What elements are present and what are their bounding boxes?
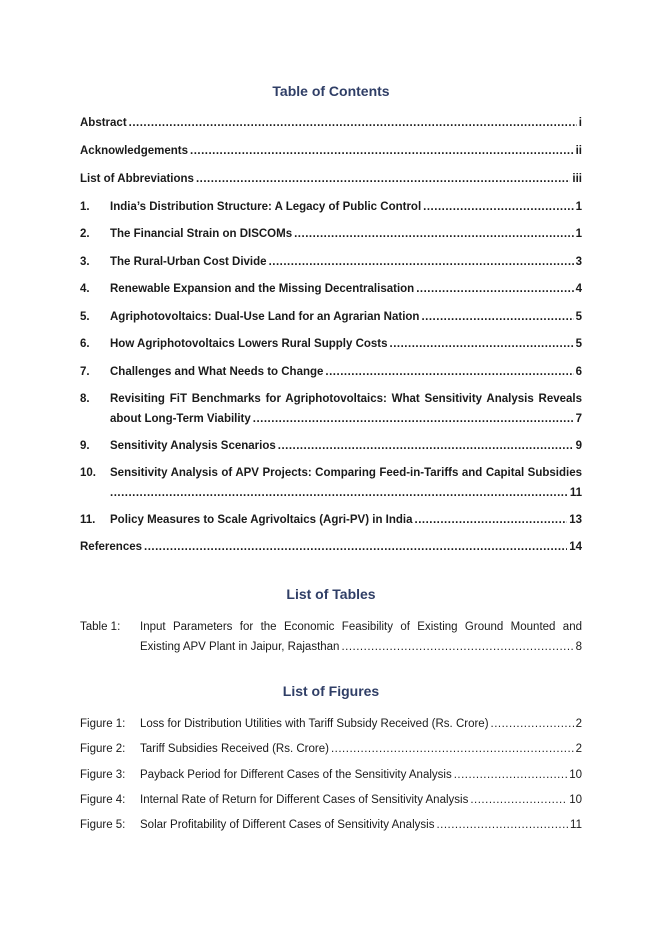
- toc-entry-page: 5: [575, 338, 582, 350]
- figure-entry-label: Figure 3:: [80, 769, 126, 781]
- figure-entry-2[interactable]: [80, 739, 582, 759]
- figure-entry-3[interactable]: [80, 765, 582, 785]
- toc-entry-number: 11.: [80, 514, 96, 526]
- toc-entry-page: 13: [569, 514, 582, 526]
- toc-entry-number: 6.: [80, 338, 90, 350]
- figure-entry-5[interactable]: [80, 815, 582, 835]
- table-entry-line2: Existing APV Plant in Jaipur, Rajasthan: [140, 641, 340, 653]
- figure-entry-title: Solar Profitability of Different Cases of Sensitivity Analysis: [140, 819, 435, 831]
- toc-entry-number: 5.: [80, 311, 90, 323]
- toc-entry-page: 9: [575, 440, 582, 452]
- toc-entry-abstract[interactable]: [80, 113, 582, 133]
- toc-entry-number: 1.: [80, 201, 90, 213]
- toc-entry-title: Sensitivity Analysis Scenarios: [110, 440, 276, 452]
- toc-entry-page: 3: [575, 256, 582, 268]
- figure-entry-page: 2: [575, 718, 582, 730]
- table-entry-1[interactable]: [80, 617, 582, 657]
- toc-entry-abbreviations[interactable]: [80, 169, 582, 189]
- toc-entry-page: 1: [575, 201, 582, 213]
- toc-entry-title: References: [80, 541, 143, 553]
- toc-entry-number: 3.: [80, 256, 90, 268]
- toc-entry-title: How Agriphotovoltaics Lowers Rural Supply Costs: [110, 338, 388, 350]
- toc-entry-title: The Rural-Urban Cost Divide: [110, 256, 267, 268]
- toc-entry-title: India’s Distribution Structure: A Legacy of Public Control: [110, 201, 422, 213]
- toc-entry-title: Acknowledgements: [80, 145, 188, 157]
- toc-entry-number: 8.: [80, 393, 90, 405]
- figure-entry-label: Figure 5:: [80, 819, 126, 831]
- toc-entry-10[interactable]: [80, 463, 582, 503]
- toc-entry-page: iii: [572, 173, 582, 185]
- toc-entry-page: 4: [575, 283, 582, 295]
- figure-entry-1[interactable]: [80, 714, 582, 734]
- figures-heading: List of Figures: [282, 683, 380, 699]
- table-entry-line1: Input Parameters for the Economic Feasibility of Existing Ground Mounted and: [140, 621, 582, 633]
- toc-entry-title-line1: Revisiting FiT Benchmarks for Agriphotovoltaics: What Sensitivity Analysis Reveals: [110, 393, 582, 405]
- toc-entry-9[interactable]: [80, 436, 582, 456]
- toc-entry-title: The Financial Strain on DISCOMs: [110, 228, 293, 240]
- toc-heading: Table of Contents: [272, 83, 390, 99]
- figure-entry-page: 2: [575, 743, 582, 755]
- toc-entry-6[interactable]: [80, 334, 582, 354]
- toc-entry-title: Policy Measures to Scale Agrivoltaics (Agri-PV) in India: [110, 514, 413, 526]
- toc-entry-page: 14: [569, 541, 582, 553]
- toc-entry-number: 7.: [80, 366, 90, 378]
- toc-entry-number: 10.: [80, 467, 96, 479]
- figure-entry-label: Figure 1:: [80, 718, 126, 730]
- toc-entry-references[interactable]: [80, 537, 582, 557]
- toc-entry-title: Agriphotovoltaics: Dual-Use Land for an Agrarian Nation: [110, 311, 420, 323]
- figure-entry-title: Internal Rate of Return for Different Cases of Sensitivity Analysis: [140, 794, 469, 806]
- toc-entry-3[interactable]: [80, 252, 582, 272]
- toc-entry-page: i: [578, 117, 582, 129]
- toc-entry-page: 5: [575, 311, 582, 323]
- toc-entry-5[interactable]: [80, 307, 582, 327]
- figure-entry-4[interactable]: [80, 790, 582, 810]
- figure-entry-page: 10: [569, 769, 582, 781]
- toc-entry-4[interactable]: [80, 279, 582, 299]
- figure-entry-page: 11: [570, 819, 582, 831]
- toc-entry-title-line1: Sensitivity Analysis of APV Projects: Comparing Feed-in-Tariffs and Capital Subsidies: [110, 467, 582, 479]
- toc-entry-number: 2.: [80, 228, 90, 240]
- toc-entry-2[interactable]: [80, 224, 582, 244]
- toc-entry-number: 4.: [80, 283, 90, 295]
- toc-entry-page: ii: [575, 145, 582, 157]
- toc-entry-1[interactable]: [80, 197, 582, 217]
- toc-entry-11[interactable]: [80, 510, 582, 530]
- toc-entry-page: 11: [569, 487, 582, 499]
- toc-entry-title-line2: about Long-Term Viability: [110, 413, 251, 425]
- table-entry-label: Table 1:: [80, 621, 121, 633]
- figure-entry-title: Payback Period for Different Cases of the Sensitivity Analysis: [140, 769, 452, 781]
- toc-entry-title: Abstract: [80, 117, 127, 129]
- toc-entry-7[interactable]: [80, 362, 582, 382]
- toc-entry-title: Challenges and What Needs to Change: [110, 366, 324, 378]
- toc-entry-acknowledgements[interactable]: [80, 141, 582, 161]
- toc-entry-page: 1: [575, 228, 582, 240]
- toc-entry-title: List of Abbreviations: [80, 173, 194, 185]
- table-entry-page: 8: [575, 641, 582, 653]
- toc-entry-number: 9.: [80, 440, 90, 452]
- figure-entry-title: Tariff Subsidies Received (Rs. Crore): [140, 743, 329, 755]
- figure-entry-page: 10: [569, 794, 582, 806]
- toc-entry-title: Renewable Expansion and the Missing Decentralisation: [110, 283, 415, 295]
- toc-entry-page: 7: [575, 413, 582, 425]
- tables-heading: List of Tables: [286, 586, 376, 602]
- toc-entry-page: 6: [575, 366, 582, 378]
- toc-entry-8[interactable]: [80, 389, 582, 429]
- figure-entry-label: Figure 2:: [80, 743, 126, 755]
- figure-entry-title: Loss for Distribution Utilities with Tariff Subsidy Received (Rs. Crore): [140, 718, 489, 730]
- figure-entry-label: Figure 4:: [80, 794, 126, 806]
